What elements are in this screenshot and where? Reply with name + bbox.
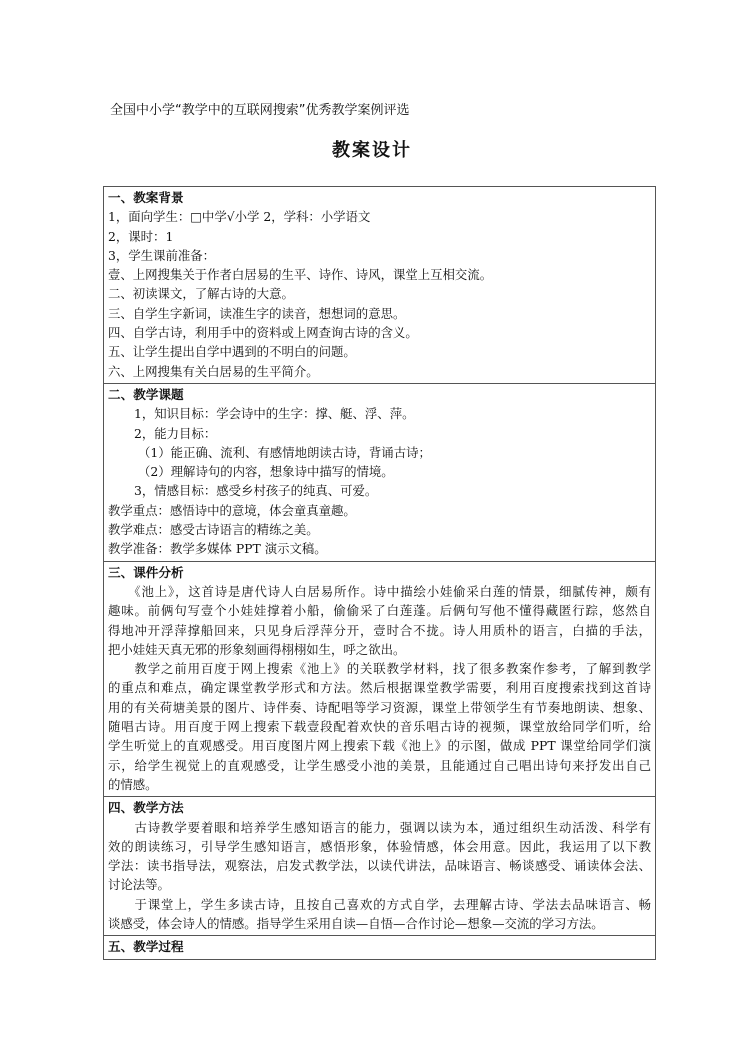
section-line: 《池上》，这首诗是唐代诗人白居易所作。诗中描绘小娃偷采白莲的情景，细腻传神，颇有 bbox=[108, 583, 651, 599]
section-line: 古诗教学要着眼和培养学生感知语言的能力，强调以读为本，通过组织生动活泼、科学有 bbox=[108, 819, 651, 835]
section-line: 1，知识目标：学会诗中的生字：撑、艇、浮、萍。 bbox=[134, 406, 415, 422]
section-cell bbox=[104, 383, 656, 561]
section-line: 于课堂上，学生多读古诗，且按自己喜欢的方式自学，去理解古诗、学法去品味语言、畅 bbox=[108, 896, 651, 912]
section-line: 讨论法等。 bbox=[108, 877, 170, 893]
section-line: 学法：读书指导法，观察法，启发式教学法，以读代讲法，品味语言、畅谈感受、诵读体会法、 bbox=[108, 858, 651, 874]
section-heading: 三、课件分析 bbox=[108, 564, 184, 580]
section-line: 3，学生课前准备： bbox=[108, 247, 216, 263]
section-line: 教学准备：教学多媒体 PPT 演示文稿。 bbox=[108, 541, 327, 557]
section-line: 2，能力目标： bbox=[134, 425, 217, 441]
section-line: 学生听觉上的直观感受。用百度图片网上搜索下载《池上》的示图，做成 PPT 课堂给同学们演 bbox=[108, 738, 651, 754]
section-row bbox=[104, 936, 656, 959]
section-cell bbox=[104, 187, 656, 384]
section-line: （1）能正确、流利、有感情地朗读古诗，背诵古诗； bbox=[138, 444, 431, 460]
section-line: 壹、上网搜集关于作者白居易的生平、诗作、诗风，课堂上互相交流。 bbox=[108, 267, 493, 283]
section-cell bbox=[104, 797, 656, 936]
section-line: 随唱古诗。用百度于网上搜索下载壹段配着欢快的音乐唱古诗的视频，课堂放给同学们听，给 bbox=[108, 719, 651, 735]
section-row bbox=[104, 561, 656, 797]
section-cell bbox=[104, 561, 656, 797]
section-line: 1，面向学生：□中学√小学 2，学科：小学语文 bbox=[108, 209, 371, 225]
section-line: 教学之前用百度于网上搜索《池上》的关联教学材料，找了很多教案作参考，了解到教学 bbox=[108, 661, 651, 677]
section-line: （2）理解诗句的内容，想象诗中描写的情境。 bbox=[138, 464, 394, 480]
section-line: 2，课时：1 bbox=[108, 228, 174, 244]
document-header: 全国中小学“教学中的互联网搜索”优秀教学案例评选 bbox=[110, 103, 410, 118]
section-cell bbox=[104, 936, 656, 959]
section-line: 示，给学生视觉上的直观感受，让学生感受小池的美景，且能通过自己唱出诗句来抒发出自己 bbox=[108, 757, 651, 773]
section-line: 的重点和难点，确定课堂教学形式和方法。然后根据课堂教学需要，利用百度搜索找到这首诗 bbox=[108, 680, 651, 696]
section-row bbox=[104, 797, 656, 936]
section-heading: 五、教学过程 bbox=[108, 939, 184, 955]
section-line: 六、上网搜集有关白居易的生平简介。 bbox=[108, 363, 319, 379]
section-line: 教学难点：感受古诗语言的精练之美。 bbox=[108, 522, 319, 538]
section-line: 教学重点：感悟诗中的意境，体会童真童趣。 bbox=[108, 502, 356, 518]
section-line: 得地冲开浮萍撑船回来，只见身后浮萍分开，壹时合不拢。诗人用质朴的语言，白描的手法， bbox=[108, 622, 651, 638]
section-line: 趣味。前俩句写壹个小娃娃撑着小船，偷偷采了白莲蓬。后俩句写他不懂得藏匿行踪，悠然自 bbox=[108, 603, 651, 619]
section-heading: 一、教案背景 bbox=[108, 190, 184, 205]
section-line: 谈感受，体会诗人的情感。指导学生采用自读—自悟—合作讨论—想象—交流的学习方法。 bbox=[108, 915, 604, 931]
page-title: 教案设计 bbox=[332, 140, 412, 161]
section-line: 3，情感目标：感受乡村孩子的纯真、可爱。 bbox=[134, 483, 378, 499]
section-line: 三、自学生字新词，读准生字的读音，想想词的意思。 bbox=[108, 305, 406, 321]
section-line: 五、让学生提出自学中遇到的不明白的问题。 bbox=[108, 344, 356, 360]
section-line: 效的朗读练习，引导学生感知语言，感悟形象，体验情感，体会用意。因此，我运用了以下教 bbox=[108, 838, 651, 854]
section-row bbox=[104, 187, 656, 384]
section-line: 把小娃娃天真无邪的形象刻画得栩栩如生，呼之欲出。 bbox=[108, 641, 406, 657]
section-line: 的情感。 bbox=[108, 776, 158, 792]
section-line: 四、自学古诗，利用手中的资料或上网查询古诗的含义。 bbox=[108, 325, 418, 341]
section-line: 二、初读课文，了解古诗的大意。 bbox=[108, 286, 294, 302]
section-heading: 四、教学方法 bbox=[108, 800, 184, 816]
section-line: 用的有关荷塘美景的图片、诗伴奏、诗配唱等学习资源，课堂上带领学生有节奏地朗读、想象、 bbox=[108, 699, 651, 715]
section-heading: 二、教学课题 bbox=[108, 386, 184, 402]
lesson-plan-table bbox=[103, 186, 656, 960]
section-row bbox=[104, 383, 656, 561]
